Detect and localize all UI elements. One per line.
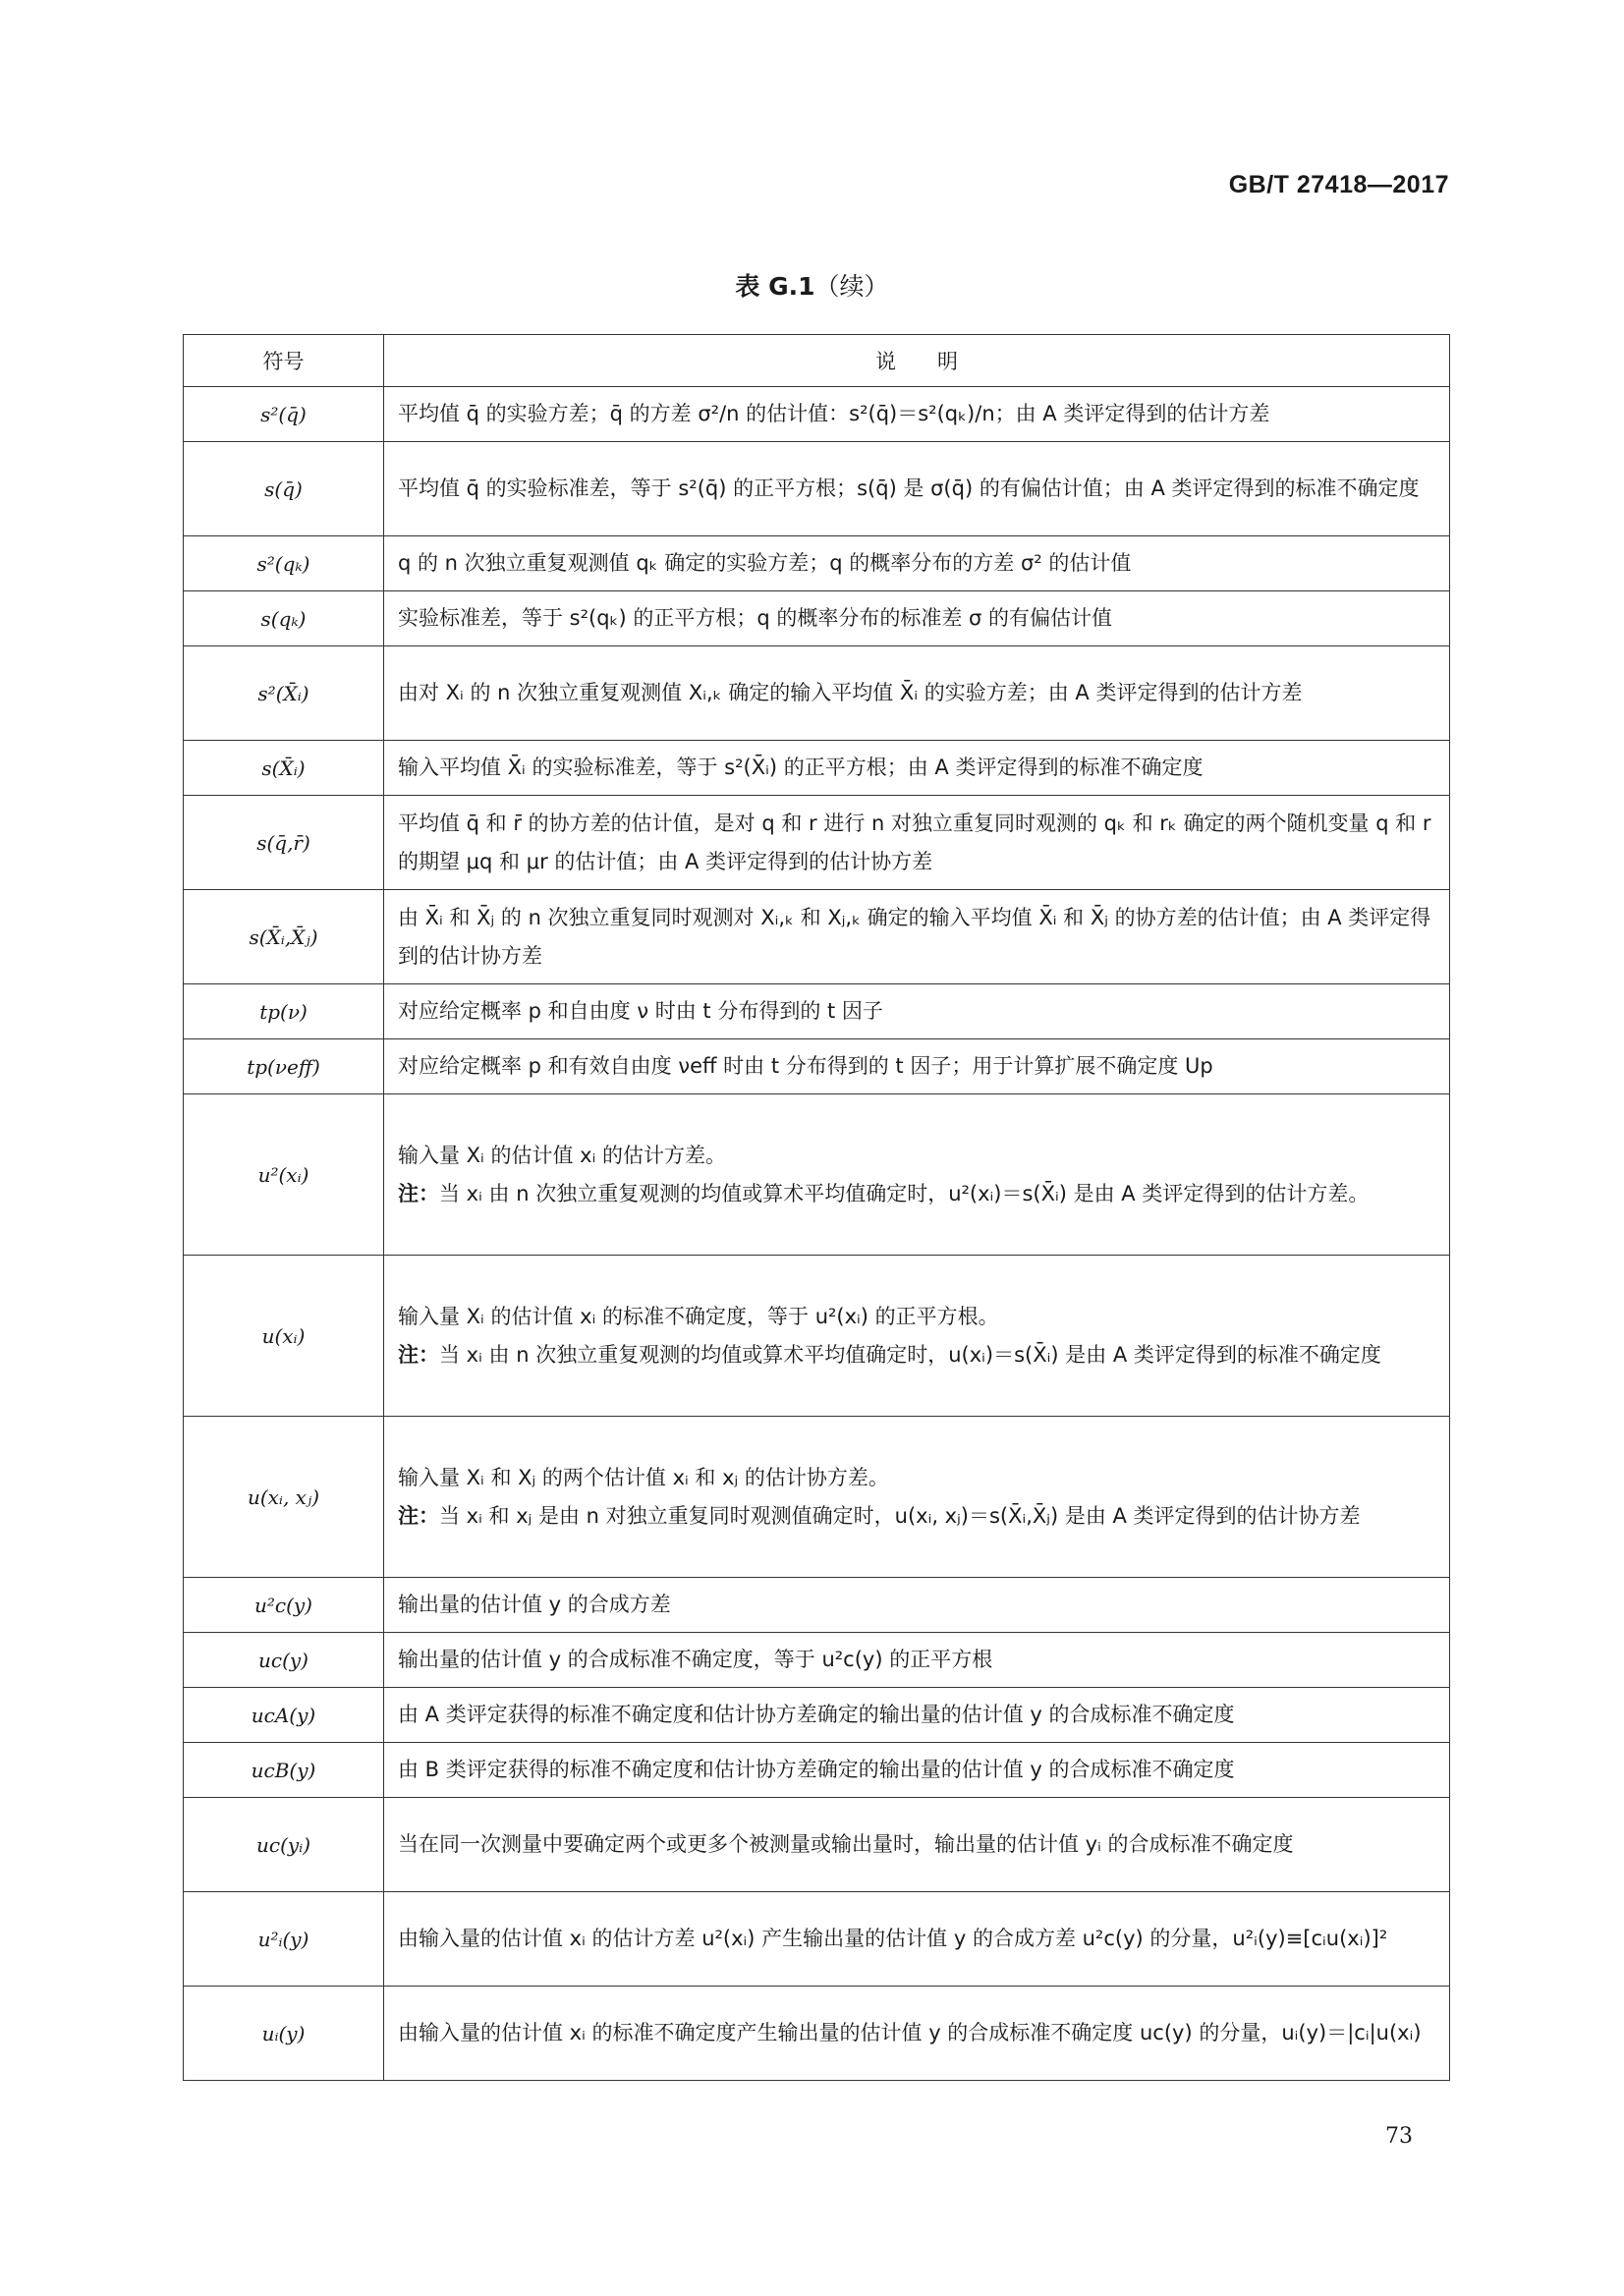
row-symbol: uc(y)	[184, 1633, 384, 1688]
row-description	[384, 536, 1450, 591]
row-description	[384, 591, 1450, 646]
table-row	[184, 1256, 1450, 1417]
row-description	[384, 1417, 1450, 1578]
row-symbol: tp(νeff)	[184, 1039, 384, 1094]
row-description	[384, 1094, 1450, 1256]
table-header-row	[184, 335, 1450, 387]
row-symbol: s²(X̄ᵢ)	[184, 646, 384, 741]
row-symbol: uᵢ(y)	[184, 1987, 384, 2081]
note-label: 注：	[398, 1503, 439, 1528]
note-label: 注：	[398, 1342, 439, 1367]
table-row	[184, 1987, 1450, 2081]
page-number: 73	[1385, 2124, 1413, 2149]
row-description-text: 由对 Xᵢ 的 n 次独立重复观测值 Xᵢ,ₖ 确定的输入平均值 X̄ᵢ 的实验方差；由 A 类评定得到的估计方差	[398, 681, 1303, 704]
row-description-text: 对应给定概率 p 和自由度 ν 时由 t 分布得到的 t 因子	[398, 999, 883, 1023]
table-row	[184, 741, 1450, 796]
row-description	[384, 1892, 1450, 1987]
row-description	[384, 1798, 1450, 1892]
symbol-table	[183, 334, 1450, 2081]
table-row	[184, 442, 1450, 536]
row-description-text: 输入量 Xᵢ 的估计值 xᵢ 的估计方差。	[398, 1143, 727, 1167]
row-description-text: 实验标准差，等于 s²(qₖ) 的正平方根；q 的概率分布的标准差 σ 的有偏估计值	[398, 606, 1113, 630]
header-symbol: 符号	[184, 335, 384, 387]
row-description	[384, 984, 1450, 1039]
table-body	[184, 387, 1450, 2081]
row-symbol: s(X̄ᵢ)	[184, 741, 384, 796]
row-symbol: s(q̄)	[184, 442, 384, 536]
row-description-text: 由 A 类评定获得的标准不确定度和估计协方差确定的输出量的估计值 y 的合成标准不确定度	[398, 1703, 1235, 1726]
row-symbol: u²ᵢ(y)	[184, 1892, 384, 1987]
row-description-text: 输出量的估计值 y 的合成标准不确定度，等于 u²c(y) 的正平方根	[398, 1648, 993, 1671]
table-row	[184, 1417, 1450, 1578]
row-symbol: uc(yᵢ)	[184, 1798, 384, 1892]
note-text: 当 xᵢ 由 n 次独立重复观测的均值或算术平均值确定时，u²(xᵢ)＝s(X̄ᵢ) 是由 A 类评定得到的估计方差。	[439, 1181, 1370, 1205]
note-text: 当 xᵢ 由 n 次独立重复观测的均值或算术平均值确定时，u(xᵢ)＝s(X̄ᵢ) 是由 A 类评定得到的标准不确定度	[439, 1342, 1381, 1367]
row-symbol: u(xᵢ, xⱼ)	[184, 1417, 384, 1578]
row-description-text: 输入量 Xᵢ 的估计值 xᵢ 的标准不确定度，等于 u²(xᵢ) 的正平方根。	[398, 1304, 999, 1328]
row-symbol: u(xᵢ)	[184, 1256, 384, 1417]
row-description-text: 由 B 类评定获得的标准不确定度和估计协方差确定的输出量的估计值 y 的合成标准不确定度	[398, 1758, 1235, 1781]
row-description-text: 平均值 q̄ 的实验标准差，等于 s²(q̄) 的正平方根；s(q̄) 是 σ(q̄) 的有偏估计值；由 A 类评定得到的标准不确定度	[398, 476, 1420, 500]
row-description-text: q 的 n 次独立重复观测值 qₖ 确定的实验方差；q 的概率分布的方差 σ² 的估计值	[398, 551, 1132, 575]
table-row	[184, 646, 1450, 741]
table-title-suffix: （续）	[814, 272, 889, 301]
row-note	[398, 1497, 1435, 1536]
row-description	[384, 1256, 1450, 1417]
table-row	[184, 984, 1450, 1039]
table-row	[184, 1688, 1450, 1743]
row-description	[384, 890, 1450, 984]
row-symbol: s(qₖ)	[184, 591, 384, 646]
row-symbol: ucB(y)	[184, 1743, 384, 1798]
row-symbol: u²c(y)	[184, 1578, 384, 1633]
row-description-text: 由输入量的估计值 xᵢ 的标准不确定度产生输出量的估计值 y 的合成标准不确定度 uc(y) 的分量，uᵢ(y)＝|cᵢ|u(xᵢ)	[398, 2021, 1422, 2044]
row-symbol: s(q̄,r̄)	[184, 796, 384, 890]
row-description-text: 由输入量的估计值 xᵢ 的估计方差 u²(xᵢ) 产生输出量的估计值 y 的合成方差 u²c(y) 的分量，u²ᵢ(y)≡[cᵢu(xᵢ)]²	[398, 1927, 1388, 1950]
row-description-text: 由 X̄ᵢ 和 X̄ⱼ 的 n 次独立重复同时观测对 Xᵢ,ₖ 和 Xⱼ,ₖ 确定的输入平均值 X̄ᵢ 和 X̄ⱼ 的协方差的估计值；由 A 类评定得到的估计协方差	[398, 905, 1431, 968]
table-row	[184, 1039, 1450, 1094]
row-symbol: u²(xᵢ)	[184, 1094, 384, 1256]
row-description-text: 输入平均值 X̄ᵢ 的实验标准差，等于 s²(X̄ᵢ) 的正平方根；由 A 类评定得到的标准不确定度	[398, 756, 1204, 779]
row-description-text: 输出量的估计值 y 的合成方差	[398, 1593, 671, 1616]
row-description	[384, 1743, 1450, 1798]
table-row	[184, 1633, 1450, 1688]
note-label: 注：	[398, 1181, 439, 1205]
row-symbol: s²(q̄)	[184, 387, 384, 442]
table-row	[184, 796, 1450, 890]
row-symbol: s(X̄ᵢ,X̄ⱼ)	[184, 890, 384, 984]
note-text: 当 xᵢ 和 xⱼ 是由 n 对独立重复同时观测值确定时，u(xᵢ, xⱼ)＝s(X̄ᵢ,X̄ⱼ) 是由 A 类评定得到的估计协方差	[439, 1503, 1361, 1528]
row-description	[384, 387, 1450, 442]
row-description-text: 平均值 q̄ 的实验方差；q̄ 的方差 σ²/n 的估计值：s²(q̄)＝s²(qₖ)/n；由 A 类评定得到的估计方差	[398, 402, 1270, 425]
row-description	[384, 646, 1450, 741]
row-description-text: 当在同一次测量中要确定两个或更多个被测量或输出量时，输出量的估计值 yᵢ 的合成标准不确定度	[398, 1832, 1294, 1856]
row-description	[384, 1987, 1450, 2081]
row-description	[384, 741, 1450, 796]
row-description	[384, 796, 1450, 890]
row-symbol: s²(qₖ)	[184, 536, 384, 591]
table-row	[184, 1892, 1450, 1987]
table-title-label: 表 G.1	[735, 272, 815, 301]
table-row	[184, 536, 1450, 591]
standard-code: GB/T 27418—2017	[1228, 171, 1449, 198]
table-row	[184, 387, 1450, 442]
row-description	[384, 1039, 1450, 1094]
row-description	[384, 1633, 1450, 1688]
table-row	[184, 591, 1450, 646]
table-row	[184, 1798, 1450, 1892]
row-description	[384, 442, 1450, 536]
table-row	[184, 1094, 1450, 1256]
row-description-text: 平均值 q̄ 和 r̄ 的协方差的估计值，是对 q 和 r 进行 n 对独立重复同时观测的 qₖ 和 rₖ 确定的两个随机变量 q 和 r 的期望 μq 和 μr 的估计值；由 A 类评定得到的估计协方差	[398, 811, 1431, 873]
row-symbol: ucA(y)	[184, 1688, 384, 1743]
table-row	[184, 890, 1450, 984]
row-note	[398, 1336, 1435, 1374]
table-row	[184, 1578, 1450, 1633]
header-description: 说 明	[384, 335, 1450, 387]
row-description	[384, 1578, 1450, 1633]
table-title	[0, 267, 1624, 303]
table-row	[184, 1743, 1450, 1798]
row-description-text: 输入量 Xᵢ 和 Xⱼ 的两个估计值 xᵢ 和 xⱼ 的估计协方差。	[398, 1465, 889, 1489]
row-note	[398, 1175, 1435, 1213]
row-description	[384, 1688, 1450, 1743]
row-description-text: 对应给定概率 p 和有效自由度 νeff 时由 t 分布得到的 t 因子；用于计算扩展不确定度 Up	[398, 1054, 1213, 1078]
row-symbol: tp(ν)	[184, 984, 384, 1039]
